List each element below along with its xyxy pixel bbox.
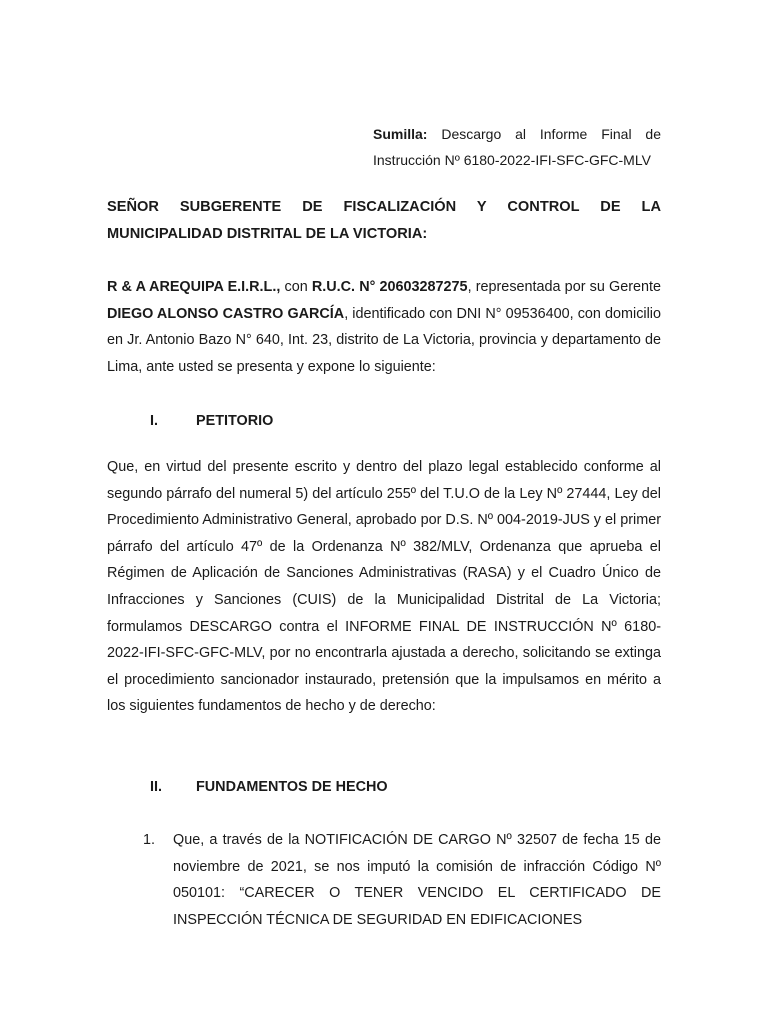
intro-text-1: con [280,279,312,295]
section-number: I. [150,413,158,429]
section-title: PETITORIO [196,413,274,429]
sumilla-text: Descargo al Informe Final de Instrucción Nº 6180-2022-IFI-SFC-GFC-MLV [373,126,661,168]
ruc-number: R.U.C. N° 20603287275 [311,279,468,295]
list-item [143,827,661,933]
section-heading-fundamentos [150,774,388,800]
section-number: II. [150,779,162,795]
intro-paragraph [107,274,661,380]
intro-text-2: , representada por su Gerente [467,279,661,295]
list-marker: 1. [143,832,156,848]
manager-name: DIEGO ALONSO CASTRO GARCÍA [107,305,345,322]
company-name: R & A AREQUIPA E.I.R.L., [107,279,281,295]
petitorio-paragraph: Que, en virtud del presente escrito y dentro del plazo legal establecido conforme al segundo párrafo del numeral 5) del artículo 255º del T.U.O de la Ley Nº 27444, Ley del Procedimiento Administrativo General, aprobado por D.S. Nº 004-2019-JUS y el primer párrafo del artículo 47º de la Ordenanza Nº 382/MLV, Ordenanza que aprueba el Régimen de Aplicación de Sanciones Administrativas (RASA) y el Cuadro Único de Infracciones y Sanciones (CUIS) de la Municipalidad Distrital de La Victoria; formulamos DESCARGO contra el INFORME FINAL DE INSTRUCCIÓN Nº 6180-2022-IFI-SFC-GFC-MLV, por no encontrarla ajustada a derecho, solicitando se extinga el procedimiento sancionador instaurado, pretensión que la impulsamos en mérito a los siguientes fundamentos de hecho y de derecho: [107,459,661,715]
sumilla-label: Sumilla: [373,126,428,142]
sumilla [373,121,661,173]
section-heading-petitorio [150,408,273,434]
addressee: SEÑOR SUBGERENTE DE FISCALIZACIÓN Y CONTROL DE LA MUNICIPALIDAD DISTRITAL DE LA VICTORIA: [107,199,661,242]
section-title: FUNDAMENTOS DE HECHO [196,779,388,795]
list-item-text: Que, a través de la NOTIFICACIÓN DE CARGO Nº 32507 de fecha 15 de noviembre de 2021, se nos imputó la comisión de infracción Código Nº 050101: “CARECER O TENER VENCIDO EL CERTIFICADO DE INSPECCIÓN TÉCNICA DE SEGURIDAD EN EDIFICACIONES [173,832,661,928]
intro-text-3: , identificado con DNI N° 09536400, con domicilio en Jr. Antonio Bazo N° 640, Int. 23, distrito de La Victoria, provincia y departamento de Lima, ante usted se presenta y expone lo siguiente: [107,305,661,375]
